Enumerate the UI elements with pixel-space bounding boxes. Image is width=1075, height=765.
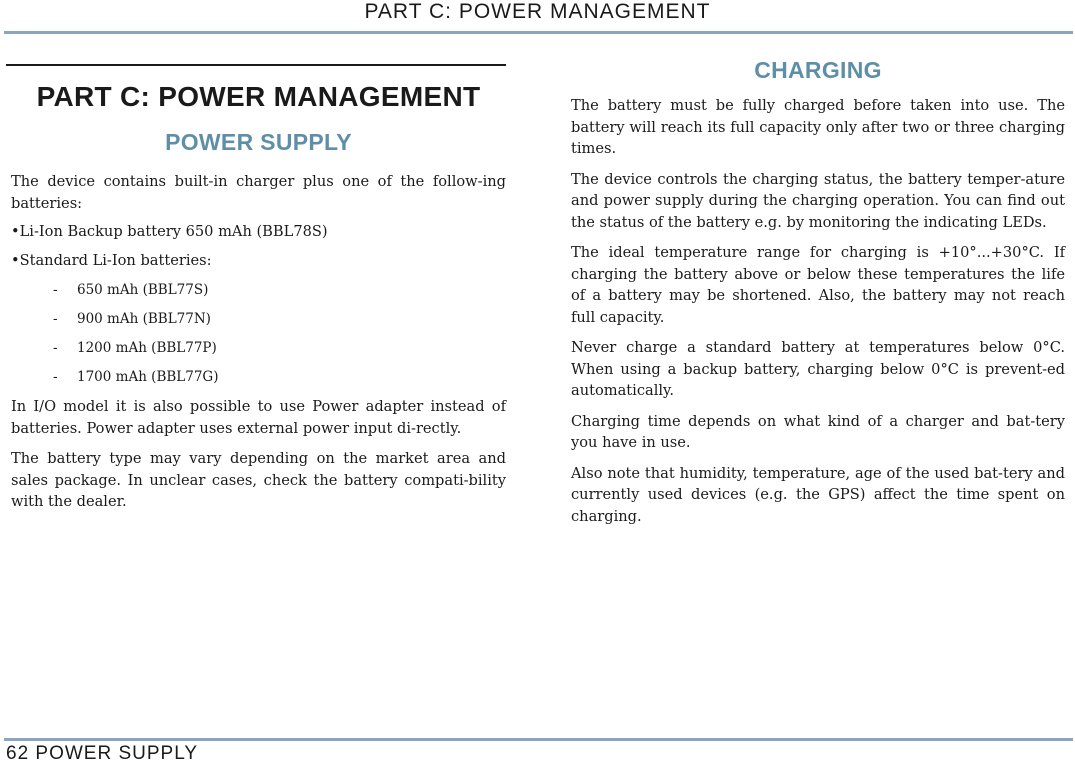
sub-list-text: 650 mAh (BBL77S) <box>77 282 209 298</box>
battery-type-paragraph: The battery type may vary depending on the market area and sales package. In unclear cases, check the battery compati-bility with the dealer. <box>11 450 506 510</box>
charging-paragraph: Charging time depends on what kind of a charger and bat-tery you have in use. <box>571 412 1065 451</box>
dash-marker: - <box>53 282 58 298</box>
sub-list-item <box>11 309 506 329</box>
part-title: PART C: POWER MANAGEMENT <box>36 81 481 112</box>
header-rule <box>4 31 1073 34</box>
section-title-power-supply: POWER SUPPLY <box>165 129 352 155</box>
charging-paragraph: The device controls the charging status, the battery temper-ature and power supply during the charging operation. You can find out the status of the battery e.g. by monitoring the indicating LEDs. <box>571 170 1065 231</box>
sub-list-item <box>11 280 506 300</box>
intro-paragraph: The device contains built-in charger plus one of the follow-ing batteries: <box>11 173 506 212</box>
page-footer: 62 POWER SUPPLY <box>6 743 199 764</box>
dash-marker: - <box>53 369 58 385</box>
charging-paragraph: The ideal temperature range for charging is +10°...+30°C. If charging the battery above or below these temperatures the life of a battery may be shortened. Also, the battery may not reach full capacity. <box>571 244 1065 326</box>
left-column <box>11 64 506 513</box>
part-title-rule <box>6 64 506 66</box>
sub-list-text: 1200 mAh (BBL77P) <box>77 340 217 356</box>
charging-paragraph: The battery must be fully charged before taken into use. The battery will reach its full capacity only after two or three charging times. <box>571 97 1065 157</box>
sub-list-item <box>11 338 506 358</box>
footer-rule <box>4 738 1073 741</box>
section-title-charging: CHARGING <box>754 57 882 83</box>
bullet-item: •Li-Ion Backup battery 650 mAh (BBL78S) <box>11 223 328 240</box>
sub-list-text: 1700 mAh (BBL77G) <box>77 369 219 385</box>
sub-list-item <box>11 367 506 387</box>
dash-marker: - <box>53 311 58 327</box>
sub-list-text: 900 mAh (BBL77N) <box>77 311 211 327</box>
dash-marker: - <box>53 340 58 356</box>
running-header: PART C: POWER MANAGEMENT <box>364 0 711 23</box>
charging-paragraph: Never charge a standard battery at temperatures below 0°C. When using a backup battery, charging below 0°C is prevent-ed automatically. <box>571 339 1065 399</box>
io-model-paragraph: In I/O model it is also possible to use Power adapter instead of batteries. Power adapter uses external power input di-rectly. <box>11 398 506 437</box>
charging-paragraph: Also note that humidity, temperature, age of the used bat-tery and currently used devices (e.g. the GPS) affect the time spent on charging. <box>571 464 1065 525</box>
right-column <box>571 56 1065 527</box>
bullet-item: •Standard Li-Ion batteries: <box>11 251 212 269</box>
